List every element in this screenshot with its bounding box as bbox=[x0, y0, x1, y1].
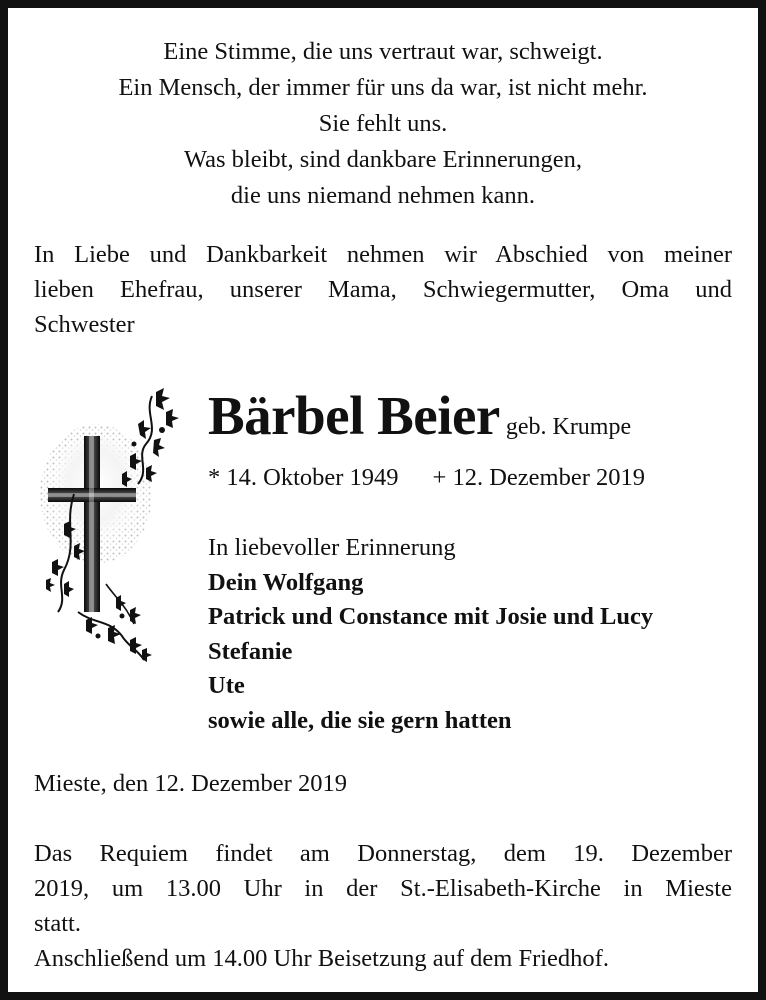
cross-with-ivy-icon bbox=[34, 384, 204, 666]
mourner-name: Stefanie bbox=[208, 637, 293, 665]
mourner-name: Dein Wolfgang bbox=[208, 568, 364, 596]
intro-line: Schwester bbox=[34, 311, 135, 338]
mourners-intro: In liebevoller Erinnerung bbox=[208, 534, 456, 561]
intro-line: In Liebe und Dankbarkeit nehmen wir Abschied von meiner bbox=[34, 241, 732, 268]
poem-line: Ein Mensch, der immer für uns da war, ist nicht mehr. bbox=[118, 74, 648, 101]
poem-line: die uns niemand nehmen kann. bbox=[230, 182, 536, 209]
memorial-poem bbox=[8, 34, 758, 214]
mourner-name: sowie alle, die sie gern hatten bbox=[208, 706, 512, 734]
mourners-list bbox=[208, 531, 653, 738]
poem-line: Was bleibt, sind dankbare Erinnerungen, bbox=[183, 146, 583, 173]
birth-date: * 14. Oktober 1949 bbox=[208, 464, 399, 491]
requiem-line: Das Requiem findet am Donnerstag, dem 19. Dezember bbox=[34, 840, 732, 867]
poem-line: Sie fehlt uns. bbox=[318, 110, 448, 137]
mourner-name: Ute bbox=[208, 672, 245, 699]
requiem-info bbox=[34, 836, 732, 976]
place-and-date: Mieste, den 12. Dezember 2019 bbox=[34, 770, 347, 797]
deceased-name-line bbox=[208, 380, 631, 452]
requiem-line: statt. bbox=[34, 910, 81, 937]
intro-line: lieben Ehefrau, unserer Mama, Schwiegermutter, Oma und bbox=[34, 276, 732, 303]
mourner-name: Patrick und Constance mit Josie und Lucy bbox=[208, 603, 654, 630]
requiem-line: 2019, um 13.00 Uhr in der St.-Elisabeth-Kirche in Mieste bbox=[34, 875, 732, 902]
maiden-name: geb. Krumpe bbox=[505, 414, 632, 440]
poem-line: Eine Stimme, die uns vertraut war, schweigt. bbox=[163, 38, 603, 65]
deceased-name: Bärbel Beier bbox=[208, 385, 500, 446]
death-date: + 12. Dezember 2019 bbox=[432, 464, 646, 491]
farewell-intro bbox=[34, 237, 732, 342]
requiem-line: Anschließend um 14.00 Uhr Beisetzung auf dem Friedhof. bbox=[34, 945, 609, 972]
life-dates bbox=[208, 461, 645, 495]
